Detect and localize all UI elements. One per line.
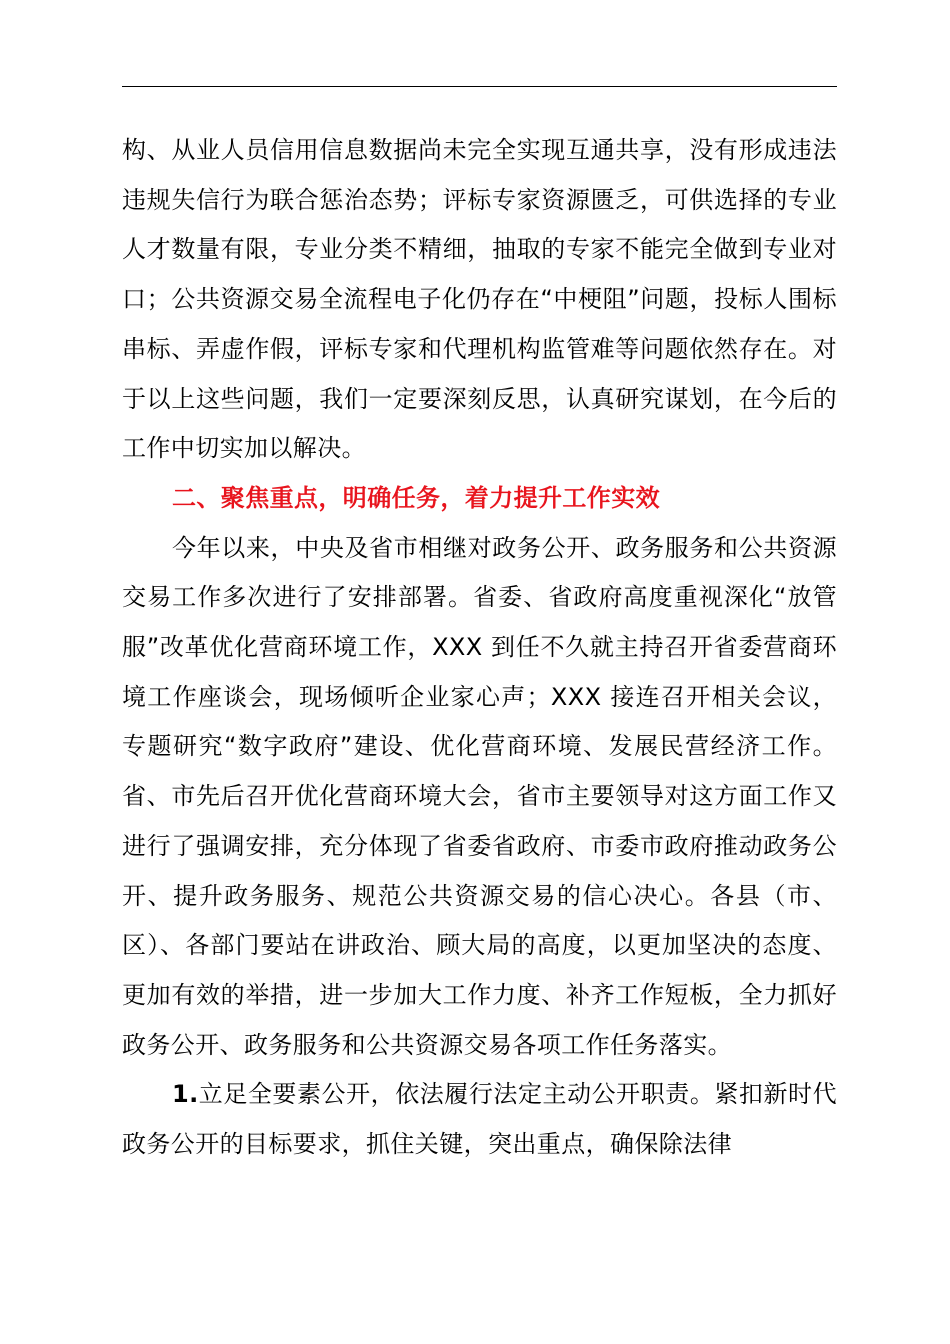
section-heading: 二、聚焦重点，明确任务，着力提升工作实效: [172, 483, 660, 512]
item-number: 1.: [172, 1080, 199, 1109]
document-body: [122, 126, 837, 1170]
header-rule: [122, 86, 837, 87]
paragraph-section-intro: 今年以来，中央及省市相继对政务公开、政务服务和公共资源交易工作多次进行了安排部署。省委、省政府高度重视深化“放管服”改革优化营商环境工作，XXX 到任不久就主持召开省委营商环境工作座谈会，现场倾听企业家心声；XXX 接连召开相关会议，专题研究“数字政府”建设、优化营商环境、发展民营经济工作。省、市先后召开优化营商环境大会，省市主要领导对这方面工作又进行了强调安排，充分体现了省委省政府、市委市政府推动政务公开、提升政务服务、规范公共资源交易的信心决心。各县（市、区）、各部门要站在讲政治、顾大局的高度，以更加坚决的态度、更加有效的举措，进一步加大工作力度、补齐工作短板，全力抓好政务公开、政务服务和公共资源交易各项工作任务落实。: [122, 533, 837, 1059]
numbered-item-1: [122, 1070, 837, 1169]
paragraph-continued: 构、从业人员信用信息数据尚未完全实现互通共享，没有形成违法违规失信行为联合惩治态势；评标专家资源匮乏，可供选择的专业人才数量有限，专业分类不精细，抽取的专家不能完全做到专业对口；公共资源交易全流程电子化仍存在“中梗阻”问题，投标人围标串标、弄虚作假，评标专家和代理机构监管难等问题依然存在。对于以上这些问题，我们一定要深刻反思，认真研究谋划，在今后的工作中切实加以解决。: [122, 136, 837, 463]
item-text: 立足全要素公开，依法履行法定主动公开职责。紧扣新时代政务公开的目标要求，抓住关键，突出重点，确保除法律: [122, 1080, 837, 1159]
